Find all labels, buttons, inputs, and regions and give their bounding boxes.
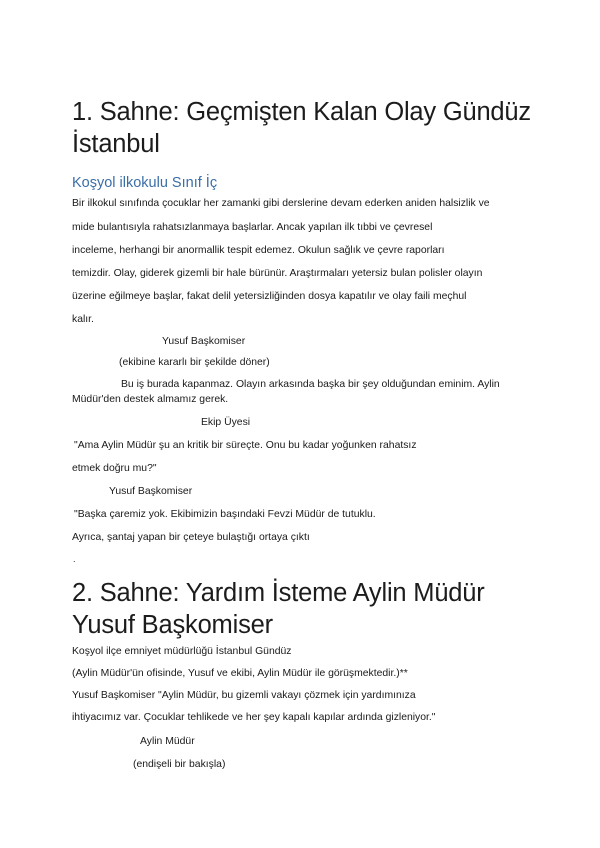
dialog-line: Müdür'den destek almamız gerek. bbox=[72, 394, 229, 405]
paragraph-line: mide bulantısıyla rahatsızlanmaya başlarlar. Ancak yapılan ilk tıbbi ve çevresel bbox=[72, 222, 433, 233]
dialog-line: Ayrıca, şantaj yapan bir çeteye bulaştığı ortaya çıktı bbox=[72, 532, 310, 543]
scene1-subheading: Koşyol ilkokulu Sınıf İç bbox=[72, 175, 218, 191]
scene1-heading-line1: 1. Sahne: Geçmişten Kalan Olay Gündüz bbox=[72, 98, 531, 126]
scene1-heading-line2: İstanbul bbox=[72, 130, 160, 158]
dialog-line: "Başka çaremiz yok. Ekibimizin başındaki Fevzi Müdür de tutuklu. bbox=[74, 509, 376, 520]
stage-direction: (endişeli bir bakışla) bbox=[133, 759, 226, 770]
scene2-heading-line1: 2. Sahne: Yardım İsteme Aylin Müdür bbox=[72, 579, 485, 607]
speaker-name: Ekip Üyesi bbox=[201, 417, 251, 428]
dialog-line: ihtiyacımız var. Çocuklar tehlikede ve her şey kapalı kapılar ardında gizleniyor." bbox=[72, 712, 436, 723]
scene-setting: (Aylin Müdür'ün ofisinde, Yusuf ve ekibi, Aylin Müdür ile görüşmektedir.)** bbox=[72, 668, 408, 679]
paragraph-line: inceleme, herhangi bir anormallik tespit edemez. Okulun sağlık ve çevre raporları bbox=[72, 245, 445, 256]
speaker-name: Aylin Müdür bbox=[140, 736, 195, 747]
speaker-name: Yusuf Başkomiser bbox=[109, 486, 193, 497]
paragraph-line: üzerine eğilmeye başlar, fakat delil yetersizliğinden dosya kapatılır ve olay faili meçhul bbox=[72, 291, 467, 302]
paragraph-line: temizdir. Olay, giderek gizemli bir hale bürünür. Araştırmaları yetersiz bulan polisler olayın bbox=[72, 268, 483, 279]
scene2-heading-line2: Yusuf Başkomiser bbox=[72, 611, 273, 639]
scene-location: Koşyol ilçe emniyet müdürlüğü İstanbul Gündüz bbox=[72, 646, 292, 657]
dialog-line: "Ama Aylin Müdür şu an kritik bir süreçte. Onu bu kadar yoğunken rahatsız bbox=[74, 440, 417, 451]
dialog-line: Yusuf Başkomiser "Aylin Müdür, bu gizemli vakayı çözmek için yardımınıza bbox=[72, 690, 416, 701]
paragraph-line: Bir ilkokul sınıfında çocuklar her zamanki gibi derslerine devam ederken aniden halsizlik ve bbox=[72, 198, 490, 209]
dialog-line: Bu iş burada kapanmaz. Olayın arkasında başka bir şey olduğundan eminim. Aylin bbox=[121, 379, 500, 390]
paragraph-line: kalır. bbox=[72, 314, 94, 325]
speaker-name: Yusuf Başkomiser bbox=[162, 336, 246, 347]
stage-direction: (ekibine kararlı bir şekilde döner) bbox=[119, 357, 270, 368]
dialog-line: etmek doğru mu?" bbox=[72, 463, 157, 474]
stray-mark: . bbox=[73, 554, 76, 564]
